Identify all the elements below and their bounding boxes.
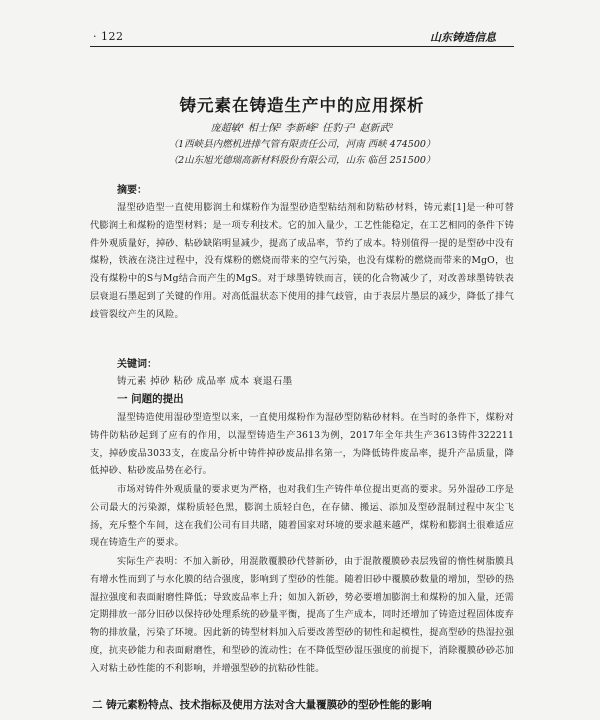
body-paragraph-3: 实际生产表明：不加入新砂，用混散覆膜砂代替新砂，由于混散覆膜砂表层残留的惰性树脂膜具有增水性而到了与水化膜的结合强度，影响到了型砂的性能。随着旧砂中覆膜砂数量的增加，型砂的热湿拉强度和表面耐磨性降低；导致废品率上升；如加入新砂，势必要增加膨润土和煤粉的加入量，还需定期排放一部分旧砂以保持砂处理系统的砂量平衡，提高了生产成本，同时还增加了铸造过程固体废弃物的排放量，污染了环境。因此新的铸型材料加入后要改善型砂的韧性和起模性，提高型砂的热湿拉强度，抗夹砂能力和表面耐磨性，和型砂的流动性；在不降低型砂湿压强度的前提下，消除覆膜砂砂芯加入对粘土砂性能的不利影响，并增强型砂的抗粘砂性能。 [90, 556, 514, 674]
journal-title: 山东铸造信息 [430, 31, 496, 44]
affiliation-1: （1西峡县内燃机进排气管有限责任公司，河南 西峡 474500） [168, 139, 436, 150]
author-list: 庞超敏¹ 相士保² 李新峰² 任豹子¹ 赵新武² [210, 123, 394, 134]
abstract-label: 摘要： [117, 185, 147, 196]
page-number: · 122 [93, 30, 124, 43]
section-heading-2: 二 铸元素粉特点、技术指标及使用方法对含大量覆膜砂的型砂性能的影响 [92, 699, 432, 711]
abstract-text: 湿型砂造型一直使用膨润土和煤粉作为湿型砂造型粘结剂和防粘砂材料，铸元素[1]是一种可替代膨润土和煤粉的造型材料；是一项专利技术。它的加入量少，工艺性能稳定，在工艺相同的条件下铸件外观质量好，掉砂、粘砂缺陷明显减少，提高了成品率，节约了成本。特别值得一提的是型砂中没有煤粉，铁液在浇注过程中，没有煤粉的燃烧而带来的空气污染，也没有煤粉的燃烧而带来的MgO，也没有煤粉中的S与Mg结合而产生的MgS。对于球墨铸铁而言，镁的化合物减少了，对改善球墨铸铁表层衰退石墨起到了关键的作用。对高低温状态下使用的排气歧管，由于表层片墨层的减少，降低了排气歧管裂纹产生的风险。 [90, 202, 514, 320]
keywords-label: 关键词： [117, 359, 157, 370]
keywords-text: 铸元素 掉砂 粘砂 成品率 成本 衰退石墨 [117, 376, 293, 387]
affiliation-2: （2山东旭光德瑞高新材料股份有限公司，山东 临邑 251500） [168, 155, 436, 166]
article-title: 铸元素在铸造生产中的应用探析 [179, 96, 425, 115]
body-paragraph-1: 湿型铸造使用湿砂型造型以来，一直使用煤粉作为湿砂型防粘砂材料。在当时的条件下，煤粉对铸件防粘砂起到了应有的作用，以湿型铸造生产3613为例，2017年全年共生产3613铸件322211支，掉砂废品3033支，在废品分析中铸件掉砂废品排名第一，为降低铸件废品率，提升产品质量，降低掉砂、粘砂废品势在必行。 [90, 412, 514, 477]
section-heading-1: 一 问题的提出 [117, 393, 184, 405]
body-paragraph-2: 市场对铸件外观质量的要求更为严格，也对我们生产铸件单位提出更高的要求。另外湿砂工序是公司最大的污染源，煤粉质轻色黑，膨润土质轻白色，在存储、搬运、添加及型砂混制过程中灰尘飞扬，充斥整个车间，这在我们公司有目共睹，随着国家对环境的要求越来越严，煤粉和膨润土很难适应现在铸造生产的要求。 [90, 484, 514, 549]
header-divider [90, 46, 514, 47]
